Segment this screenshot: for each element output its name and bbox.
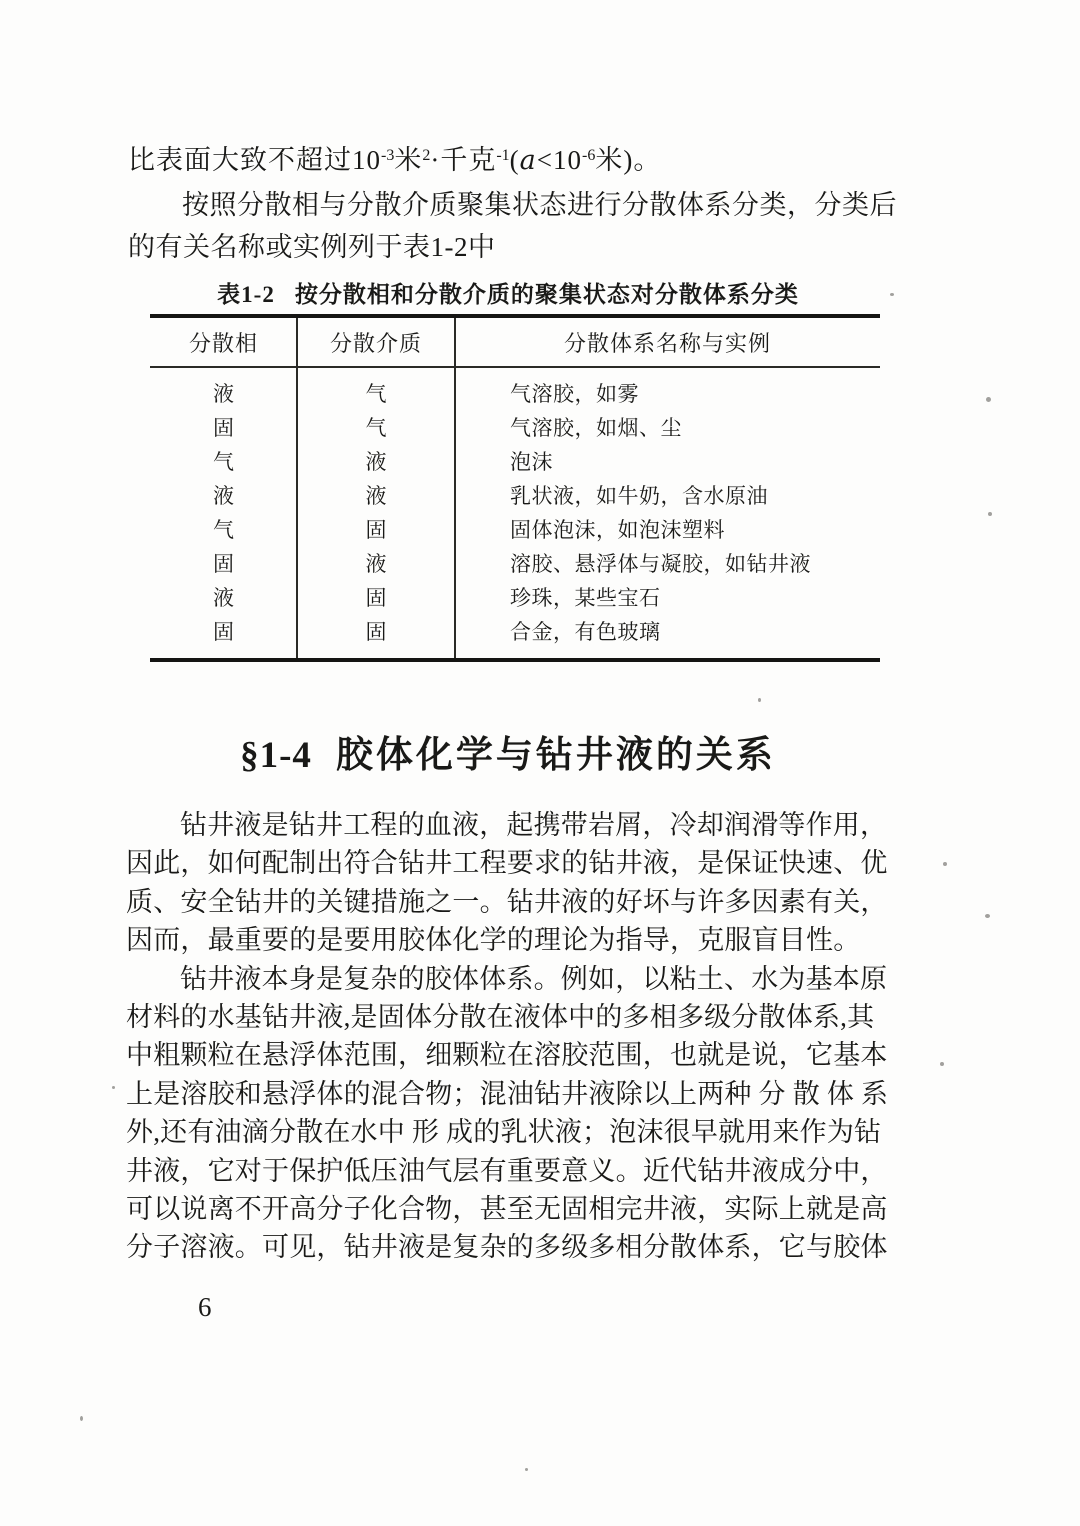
dispersion-medium-cell: 气	[365, 382, 387, 406]
scan-speck	[988, 512, 992, 516]
table-row	[150, 512, 880, 546]
formula-segment: 米)。	[595, 145, 662, 175]
text-line: 外,还有油滴分散在水中 形 成的乳状液；泡沫很早就用来作为钻	[126, 1117, 882, 1148]
example-cell: 气溶胶，如烟、尘	[510, 416, 682, 440]
dispersed-phase-cell: 液	[213, 382, 234, 406]
text-line: 可以说离不开高分子化合物，甚至无固相完井液，实际上就是高	[126, 1194, 888, 1225]
table-body	[150, 368, 880, 648]
superscript-exponent: 2	[422, 147, 431, 164]
dispersion-medium-cell: 液	[365, 450, 387, 474]
scan-speck	[80, 1416, 83, 1421]
text-line: 中粗颗粒在悬浮体范围，细颗粒在溶胶范围，也就是说，它基本	[126, 1040, 888, 1071]
section-title: 胶体化学与钻井液的关系	[335, 735, 776, 776]
table-caption-title: 按分散相和分散介质的聚集状态对分散体系分类	[294, 282, 799, 307]
dispersion-medium-cell: 固	[365, 620, 387, 644]
body-text	[126, 806, 890, 1267]
dispersion-medium-cell: 液	[365, 552, 387, 576]
table-row	[150, 410, 880, 444]
table-row	[150, 614, 880, 648]
example-cell: 珍珠，某些宝石	[510, 586, 661, 610]
text-line: 上是溶胶和悬浮体的混合物；混油钻井液除以上两种 分 散 体 系	[126, 1078, 889, 1109]
superscript-exponent: -3	[381, 147, 395, 164]
example-cell: 溶胶、悬浮体与凝胶，如钻井液	[510, 552, 811, 576]
scan-speck	[112, 1086, 115, 1089]
section-number: §1-4	[240, 735, 312, 776]
text-line: 钻井液本身是复杂的胶体体系。例如，以粘土、水为基本原	[180, 963, 888, 994]
text-line: 质、安全钻井的关键措施之一。钻井液的好坏与许多因素有关，	[126, 886, 888, 917]
dispersed-phase-cell: 气	[213, 518, 234, 542]
text-line: 材料的水基钻井液,是固体分散在液体中的多相多级分散体系,其	[126, 1002, 875, 1033]
dispersed-phase-cell: 液	[213, 586, 234, 610]
table-column-divider	[296, 318, 298, 658]
intro-paragraph	[128, 184, 897, 268]
text-line: 因此，如何配制出符合钻井工程要求的钻井液，是保证快速、优	[126, 848, 888, 879]
scan-speck	[890, 293, 894, 296]
column-header: 分散体系名称与实例	[563, 330, 771, 356]
dispersed-phase-cell: 气	[213, 450, 234, 474]
variable-a: a	[519, 145, 537, 176]
dispersion-systems-table	[150, 314, 880, 662]
text-line: 分子溶液。可见，钻井液是复杂的多级多相分散体系，它与胶体	[126, 1232, 888, 1263]
page-number: 6	[198, 1292, 212, 1322]
scan-speck	[986, 397, 991, 402]
column-header: 分散介质	[329, 330, 422, 356]
section-heading	[130, 724, 886, 778]
scan-speck	[940, 1062, 944, 1066]
example-cell: 合金，有色玻璃	[510, 620, 661, 644]
scan-speck	[525, 1468, 528, 1471]
dispersed-phase-cell: 液	[213, 484, 234, 508]
example-cell: 乳状液，如牛奶，含水原油	[510, 484, 768, 508]
dispersed-phase-cell: 固	[213, 620, 234, 644]
superscript-exponent: -6	[582, 147, 596, 164]
formula-segment: 米	[394, 145, 423, 175]
example-cell: 泡沫	[510, 450, 553, 474]
scan-speck	[758, 698, 761, 702]
table-caption	[130, 276, 886, 309]
dispersion-medium-cell: 气	[365, 416, 387, 440]
table-row	[150, 376, 880, 410]
formula-segment: ·千克	[430, 145, 497, 175]
table-column-divider	[454, 318, 456, 658]
dispersion-medium-cell: 液	[365, 484, 387, 508]
formula-segment: (	[509, 145, 520, 175]
scan-speck	[985, 914, 990, 918]
dispersion-medium-cell: 固	[365, 586, 387, 610]
table-caption-label: 表1-2	[217, 282, 275, 307]
text-line: 按照分散相与分散介质聚集状态进行分散体系分类，分类后	[182, 190, 897, 220]
table-row	[150, 478, 880, 512]
dispersed-phase-cell: 固	[213, 552, 234, 576]
text-line: 因而，最重要的是要用胶体化学的理论为指导，克服盲目性。	[126, 925, 861, 956]
text-line: 钻井液是钻井工程的血液，起携带岩屑，冷却润滑等作用，	[180, 810, 888, 840]
dispersion-medium-cell: 固	[365, 518, 387, 542]
table-row	[150, 580, 880, 614]
scan-speck	[943, 862, 947, 866]
formula-segment: 比表面大致不超过10	[128, 145, 381, 175]
formula-text-line	[128, 138, 661, 177]
table-header-row	[150, 318, 880, 368]
example-cell: 固体泡沫，如泡沫塑料	[510, 518, 725, 542]
table-row	[150, 546, 880, 580]
formula-segment: <10	[536, 145, 582, 175]
column-header: 分散相	[188, 330, 258, 356]
superscript-exponent: -1	[496, 147, 510, 164]
text-line: 井液，它对于保护低压油气层有重要意义。近代钻井液成分中，	[126, 1155, 888, 1186]
example-cell: 气溶胶，如雾	[510, 382, 639, 406]
table-row	[150, 444, 880, 478]
dispersed-phase-cell: 固	[213, 416, 234, 440]
text-line: 的有关名称或实例列于表1-2中	[128, 232, 496, 262]
